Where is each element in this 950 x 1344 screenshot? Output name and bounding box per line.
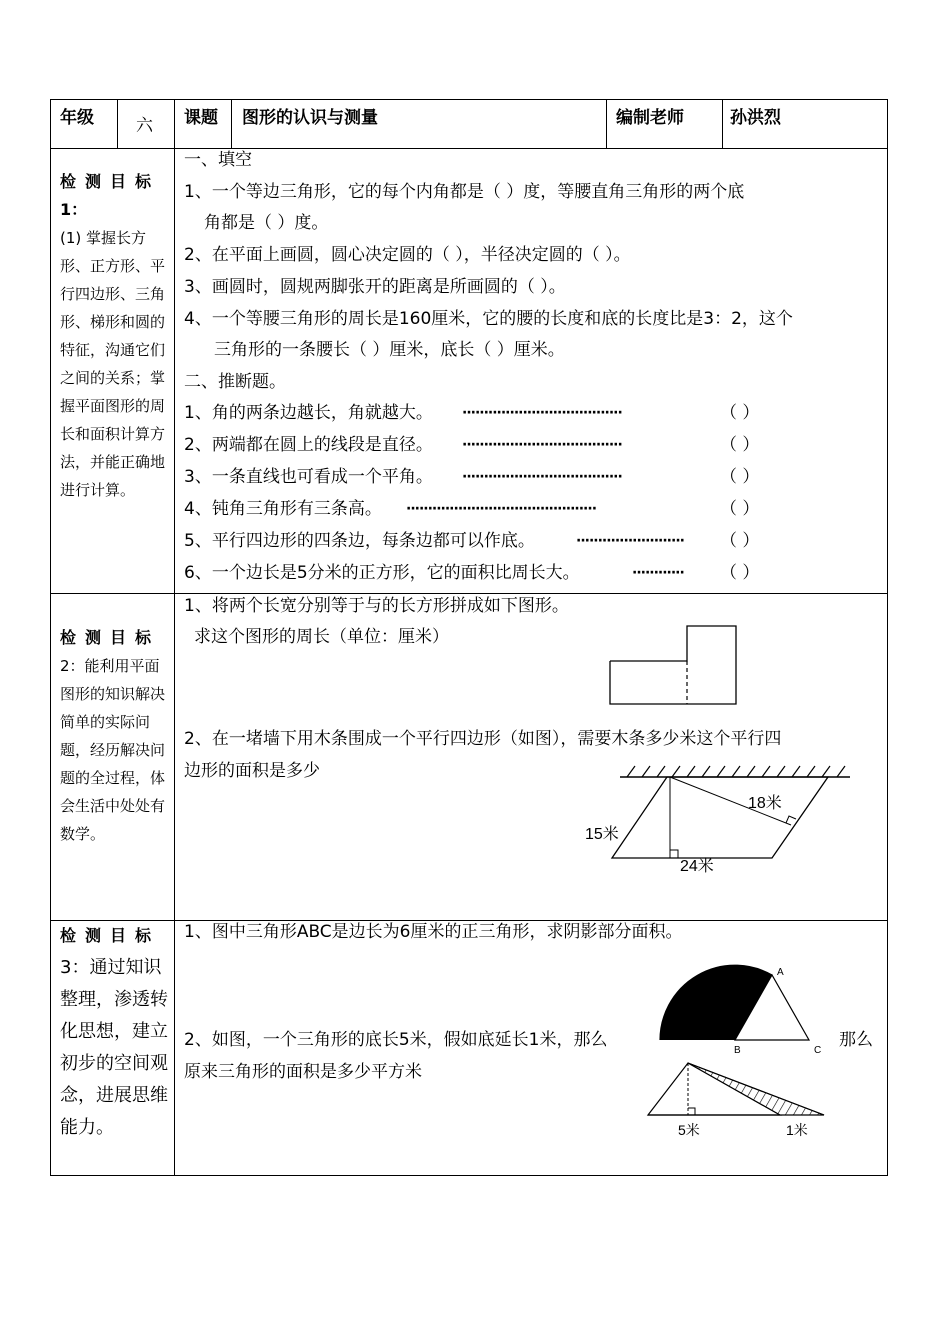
- semicircle-triangle-figure: [655, 960, 835, 1058]
- part1-title: 一、填空: [184, 150, 252, 170]
- label-5m: 5米: [678, 1122, 700, 1138]
- extended-triangle-figure: [640, 1058, 835, 1143]
- judge-item-text: 1、角的两条边越长，角就越大。: [184, 403, 433, 423]
- p4-q2-line-b: 原来三角形的面积是多少平方米: [184, 1062, 422, 1082]
- q1-line-b: 角都是（ ）度。: [204, 213, 329, 233]
- judge-item-text: 3、一条直线也可看成一个平角。: [184, 467, 433, 487]
- goal-3-text: 3：通过知识整理，渗透转化思想，建立初步的空间观念，进展思维能力。: [60, 957, 168, 1138]
- judge-item-dots: ·························: [576, 533, 684, 549]
- goal-1: [60, 168, 170, 504]
- p3-q1-line-b: 求这个图形的周长（单位：厘米）: [194, 627, 449, 647]
- judge-item-dots: ·····································: [462, 405, 622, 421]
- judge-item-text: 2、两端都在圆上的线段是直径。: [184, 435, 433, 455]
- judge-item-paren: （ ）: [720, 467, 760, 487]
- judge-item-paren: （ ）: [720, 563, 760, 583]
- judge-item-dots: ·····································: [462, 437, 622, 453]
- label-a: A: [777, 967, 784, 978]
- p4-q2-line-a-tail: 那么: [839, 1030, 873, 1050]
- label-b: B: [734, 1045, 741, 1056]
- p3-q2-line-b: 边形的面积是多少: [184, 761, 320, 781]
- q1-line-a: 1、一个等边三角形，它的每个内角都是（ ）度，等腰直角三角形的两个底: [184, 182, 745, 202]
- topic-label: 课题: [184, 108, 218, 128]
- judge-item-dots: ·····································: [462, 469, 622, 485]
- grade-value: 六: [136, 116, 153, 136]
- q4-line-b: 三角形的一条腰长（ ）厘米，底长（ ）厘米。: [214, 340, 565, 360]
- goal-2-title: 检测目标: [60, 628, 161, 647]
- judge-item-paren: （ ）: [720, 403, 760, 423]
- judge-item-paren: （ ）: [720, 499, 760, 519]
- judge-item-dots: ············: [632, 565, 684, 581]
- teacher-value: 孙洪烈: [730, 108, 781, 128]
- rectangles-figure: [605, 622, 745, 708]
- q2-line: 2、在平面上画圆，圆心决定圆的（ ），半径决定圆的（ ）。: [184, 245, 631, 265]
- goal-1-text: (1) 掌握长方形、正方形、平行四边形、三角形、梯形和圆的特征，沟通它们之间的关系；掌握平面图形的周长和面积计算方法，并能正确地进行计算。: [60, 229, 166, 499]
- topic-value: 图形的认识与测量: [242, 108, 378, 128]
- q4-line-a: 4、一个等腰三角形的周长是160厘米，它的腰的长度和底的长度比是3：2，这个: [184, 309, 793, 329]
- judge-item-dots: ············································: [406, 501, 597, 517]
- p4-q2-line-a: 2、如图，一个三角形的底长5米，假如底延长1米，那么: [184, 1030, 608, 1050]
- label-24m: 24米: [680, 858, 714, 875]
- p3-q2-line-a: 2、在一堵墙下用木条围成一个平行四边形（如图），需要木条多少米这个平行四: [184, 729, 782, 749]
- teacher-label: 编制老师: [616, 108, 684, 128]
- label-1m: 1米: [786, 1122, 808, 1138]
- p3-q1-line-a: 1、将两个长宽分别等于与的长方形拼成如下图形。: [184, 596, 569, 616]
- part2-title: 二、推断题。: [184, 372, 286, 392]
- judge-item-paren: （ ）: [720, 531, 760, 551]
- goal-3: [60, 920, 172, 1144]
- goal-2: [60, 624, 170, 848]
- label-15m: 15米: [585, 826, 619, 843]
- judge-item-paren: （ ）: [720, 435, 760, 455]
- goal-1-title: 检测目标: [60, 172, 161, 191]
- p4-q1-line: 1、图中三角形ABC是边长为6厘米的正三角形，求阴影部分面积。: [184, 922, 683, 942]
- wall-hatch: [627, 766, 845, 777]
- wall-parallelogram-figure: [580, 760, 860, 880]
- judge-item-text: 4、钝角三角形有三条高。: [184, 499, 382, 519]
- grade-label: 年级: [60, 108, 94, 128]
- q3-line: 3、画圆时，圆规两脚张开的距离是所画圆的（ ）。: [184, 277, 566, 297]
- judge-item-text: 5、平行四边形的四条边，每条边都可以作底。: [184, 531, 535, 551]
- goal-1-num: 1：: [60, 200, 88, 219]
- goal-2-text: 2：能利用平面图形的知识解决简单的实际问题，经历解决问题的全过程，体会生活中处处有数学。: [60, 657, 166, 843]
- judge-item-text: 6、一个边长是5分米的正方形，它的面积比周长大。: [184, 563, 580, 583]
- label-18m: 18米: [748, 795, 782, 812]
- goal-3-title: 检测目标: [60, 926, 161, 945]
- label-c: C: [814, 1045, 822, 1056]
